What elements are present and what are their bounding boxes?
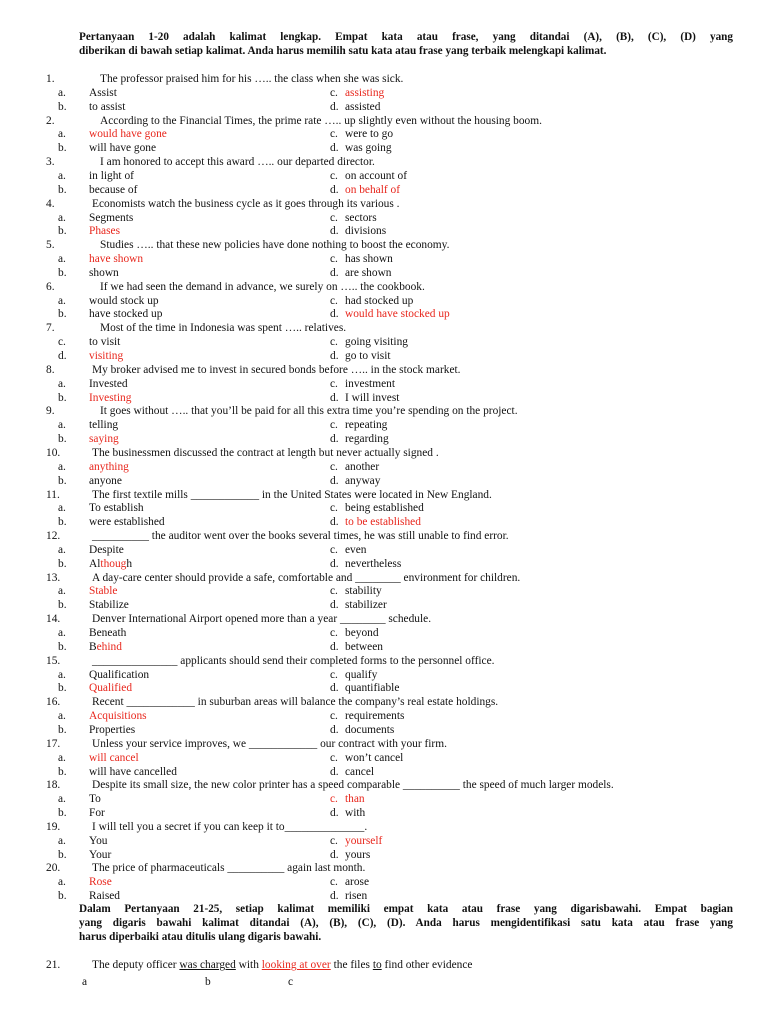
option-letter: b. — [58, 807, 67, 820]
question-number: 15. — [46, 654, 61, 667]
part-tag-c: c — [288, 976, 294, 988]
option-row — [0, 626, 768, 640]
text-part: The deputy officer — [92, 959, 180, 971]
question-number: 16. — [46, 696, 61, 709]
question-9 — [0, 404, 768, 418]
option-letter: b. — [58, 308, 67, 321]
question-21 — [0, 958, 768, 972]
option-row — [0, 335, 768, 349]
option-text-part: Al — [89, 557, 101, 570]
option-letter: d. — [330, 183, 339, 196]
question-13 — [0, 571, 768, 585]
option-row — [0, 792, 768, 806]
question-text: I am honored to accept this award ….. our departed director. — [100, 156, 375, 169]
instruction-line: harus diperbaiki atau ditulis ulang digaris bawahi. — [79, 931, 322, 943]
option-letter: c. — [330, 710, 338, 723]
option-letter: a. — [58, 253, 66, 265]
option-a-text: Stable — [89, 585, 118, 598]
question-number: 5. — [46, 239, 55, 252]
option-b-text: Your — [89, 848, 112, 861]
option-row — [0, 183, 768, 197]
option-letter: b. — [58, 516, 67, 529]
option-a-text: would stock up — [89, 294, 159, 307]
option-b-text: saying — [89, 433, 119, 446]
option-letter: c. — [330, 751, 338, 764]
question-text: Studies ….. that these new policies have done nothing to boost the economy. — [100, 239, 450, 252]
question-number: 9. — [46, 405, 55, 418]
text-part: with — [235, 959, 262, 971]
option-letter: d. — [330, 516, 339, 529]
option-letter: a. — [58, 294, 66, 307]
question-number: 12. — [46, 530, 61, 542]
option-a-text: To — [89, 793, 101, 806]
option-c-text: sectors — [345, 211, 377, 224]
option-letter: a. — [58, 169, 66, 182]
option-a-text: Qualification — [89, 668, 150, 681]
option-row — [0, 349, 768, 363]
option-letter: d. — [330, 350, 339, 362]
question-text: The businessmen discussed the contract at length but never actually signed . — [92, 446, 439, 459]
option-b-text: Properties — [89, 724, 136, 736]
option-row — [0, 709, 768, 723]
option-letter: d. — [330, 848, 339, 861]
option-row — [0, 875, 768, 889]
option-letter: a. — [58, 460, 66, 473]
option-row — [0, 86, 768, 100]
option-letter: b. — [58, 890, 67, 903]
question-number: 14. — [46, 613, 61, 626]
option-letter: d. — [330, 890, 339, 903]
option-letter: c. — [330, 460, 338, 473]
option-row — [0, 391, 768, 405]
question-number: 21. — [46, 959, 61, 971]
option-b-text: will have gone — [89, 142, 157, 155]
option-c-text: assisting — [345, 86, 385, 99]
question-7 — [0, 321, 768, 335]
question-1 — [0, 72, 768, 86]
option-row — [0, 765, 768, 779]
instruction-line: Pertanyaan 1-20 adalah kalimat lengkap. Empat kata atau frase, yang ditandai (A), (B), (C), (D) yang — [79, 31, 733, 43]
question-8 — [0, 363, 768, 377]
option-letter: a. — [58, 128, 66, 141]
question-17 — [0, 737, 768, 751]
question-4 — [0, 197, 768, 211]
option-letter: a. — [58, 793, 66, 806]
option-a-text: would have gone — [89, 128, 167, 141]
option-letter: d. — [330, 433, 339, 446]
option-a-text: Rose — [89, 876, 112, 889]
option-letter: d. — [330, 474, 339, 487]
option-letter: b. — [58, 391, 67, 404]
option-row — [0, 681, 768, 695]
option-d-text: quantifiable — [345, 682, 400, 695]
option-text-part: h — [126, 557, 133, 570]
part-tag-b: b — [205, 976, 211, 988]
option-row — [0, 211, 768, 225]
question-10 — [0, 446, 768, 460]
option-letter: a. — [58, 502, 66, 515]
option-letter: c. — [330, 627, 338, 639]
question-number: 13. — [46, 571, 61, 584]
option-c-text: another — [345, 460, 380, 473]
question-16 — [0, 695, 768, 709]
option-b-text: Investing — [89, 391, 132, 404]
option-a-text: To establish — [89, 502, 144, 515]
option-c-text: won’t cancel — [345, 751, 404, 764]
instruction-line: yang digaris bawahi kalimat ditandai (A), (B), (C), (D). Anda harus mengidentifikasi satu kata atau frase yang — [79, 917, 733, 929]
question-text: Recent ____________ in suburban areas will balance the company’s real estate holdings. — [92, 696, 499, 709]
option-letter: a. — [58, 751, 66, 764]
instruction-line: Dalam Pertanyaan 21-25, setiap kalimat memiliki empat kata atau frase yang digarisbawahi. Empat bagian — [79, 903, 733, 915]
option-d-text: I will invest — [345, 391, 400, 404]
option-row — [0, 224, 768, 238]
option-row — [0, 543, 768, 557]
option-d-text: documents — [345, 724, 395, 736]
option-letter: c. — [330, 253, 338, 265]
option-letter: c. — [330, 585, 338, 598]
option-letter: d. — [330, 807, 339, 820]
question-number: 20. — [46, 862, 61, 875]
option-letter: d. — [330, 308, 339, 321]
option-row — [0, 169, 768, 183]
option-letter: a. — [58, 834, 66, 847]
question-text: I will tell you a secret if you can keep it to______________. — [92, 820, 368, 833]
option-d-text: assisted — [345, 100, 381, 113]
option-a-text: You — [89, 834, 108, 847]
option-d-text: risen — [345, 890, 368, 903]
option-row — [0, 806, 768, 820]
option-letter: b. — [58, 640, 67, 653]
option-c-text: beyond — [345, 627, 379, 639]
option-letter: b. — [58, 433, 67, 446]
option-d-text: would have stocked up — [345, 308, 450, 321]
option-d-text: yours — [345, 848, 371, 861]
question-text: If we had seen the demand in advance, we surely on ….. the cookbook. — [100, 280, 425, 293]
option-d-text: with — [345, 807, 366, 820]
option-d-text: was going — [345, 142, 392, 155]
option-b-text: anyone — [89, 474, 122, 487]
option-letter: d. — [330, 765, 339, 778]
option-row — [0, 668, 768, 682]
option-d-text: on behalf of — [345, 183, 401, 196]
option-row — [0, 889, 768, 903]
option-b-text: were established — [89, 516, 165, 529]
option-letter: d. — [330, 391, 339, 404]
option-d-text: cancel — [345, 765, 375, 778]
question-number: 2. — [46, 114, 55, 127]
question-number: 17. — [46, 737, 61, 750]
option-row — [0, 294, 768, 308]
question-19 — [0, 820, 768, 834]
option-letter: b. — [58, 142, 67, 155]
question-text: Most of the time in Indonesia was spent ….. relatives. — [100, 322, 347, 335]
option-b-text: Phases — [89, 225, 121, 238]
option-a-text: telling — [89, 419, 119, 432]
option-letter: d. — [330, 100, 339, 113]
question-6 — [0, 280, 768, 294]
question-18 — [0, 778, 768, 792]
option-letter: b. — [58, 765, 67, 778]
option-letter: b. — [58, 557, 67, 570]
option-letter: b. — [58, 724, 67, 736]
option-c-text: being established — [345, 502, 424, 515]
option-a-text: anything — [89, 460, 129, 473]
question-number: 11. — [46, 488, 60, 501]
question-text: It goes without ….. that you’ll be paid for all this extra time you’re spending on the project. — [100, 405, 518, 418]
text-part: the files — [330, 959, 373, 971]
option-row — [0, 834, 768, 848]
question-number: 6. — [46, 280, 55, 293]
option-c-text: arose — [345, 876, 370, 889]
option-row — [0, 460, 768, 474]
option-row — [0, 418, 768, 432]
question-20 — [0, 861, 768, 875]
option-row — [0, 640, 768, 654]
option-a-text: Segments — [89, 211, 134, 224]
option-row — [0, 557, 768, 571]
option-d-text: divisions — [345, 225, 387, 238]
option-c-text: stability — [345, 585, 382, 598]
option-text-part: ehind — [96, 640, 122, 653]
option-b-text: For — [89, 807, 105, 820]
option-letter: c. — [330, 211, 338, 224]
option-letter: a. — [58, 710, 66, 723]
option-b-text: Stabilize — [89, 599, 129, 612]
option-letter: b. — [58, 100, 67, 113]
option-a-text: will cancel — [89, 751, 139, 764]
question-text: According to the Financial Times, the prime rate ….. up slightly even without the housing boom. — [100, 114, 542, 127]
question-text: My broker advised me to invest in secured bonds before ….. in the stock market. — [92, 363, 461, 376]
option-a-text: to visit — [89, 336, 121, 349]
option-letter: c. — [330, 128, 338, 141]
option-c-text: investment — [345, 377, 395, 390]
text-part: find other evidence — [381, 959, 473, 971]
option-letter: d. — [330, 557, 339, 570]
question-number: 7. — [46, 322, 55, 335]
option-a-text: have shown — [89, 253, 144, 265]
question-text: Despite its small size, the new color printer has a speed comparable __________ the speed of much larger models. — [92, 779, 614, 792]
option-b-text: to assist — [89, 100, 126, 113]
option-b-text — [89, 640, 122, 654]
underlined-part-c: to — [372, 959, 382, 971]
option-letter: b. — [58, 682, 67, 695]
option-row — [0, 598, 768, 612]
option-d-text: go to visit — [345, 350, 391, 362]
option-letter: c. — [330, 834, 338, 847]
question-text: Economists watch the business cycle as it goes through its various . — [92, 197, 400, 210]
question-text: _______________ applicants should send their completed forms to the personnel office. — [92, 654, 495, 667]
option-d-text: stabilizer — [345, 599, 387, 612]
question-15 — [0, 654, 768, 668]
option-b-text: shown — [89, 266, 119, 279]
question-text: __________ the auditor went over the books several times, he was still unable to find error. — [92, 530, 509, 542]
option-letter: c. — [330, 543, 338, 556]
option-letter: d. — [330, 142, 339, 155]
option-row — [0, 266, 768, 280]
option-row — [0, 848, 768, 862]
option-b-text — [89, 557, 132, 571]
question-text — [92, 958, 472, 972]
option-letter: b. — [58, 599, 67, 612]
option-letter: d. — [330, 599, 339, 612]
option-letter: c. — [330, 668, 338, 681]
option-c-text: even — [345, 543, 367, 556]
option-letter: d. — [330, 225, 339, 238]
option-row — [0, 751, 768, 765]
instructions-part-2 — [79, 902, 733, 944]
option-letter: c. — [330, 419, 338, 432]
option-d-text: to be established — [345, 516, 421, 529]
option-b-text: because of — [89, 183, 138, 196]
option-letter: b. — [58, 225, 67, 238]
question-number: 19. — [46, 820, 61, 833]
option-c-text: requirements — [345, 710, 405, 723]
option-c-text: were to go — [345, 128, 394, 141]
option-text-part: B — [89, 640, 97, 653]
question-number: 1. — [46, 73, 55, 85]
question-14 — [0, 612, 768, 626]
option-row — [0, 141, 768, 155]
option-letter: d. — [58, 350, 67, 362]
option-d-text: between — [345, 640, 383, 653]
option-letter: a. — [58, 377, 66, 390]
question-text: A day-care center should provide a safe, comfortable and ________ environment for children. — [92, 571, 521, 584]
question-number: 3. — [46, 156, 55, 169]
part-tag-a: a — [82, 976, 88, 988]
option-row — [0, 584, 768, 598]
instruction-line: diberikan di bawah setiap kalimat. Anda harus memilih satu kata atau frase yang terbaik melengkapi kalimat. — [79, 45, 607, 57]
option-letter: d. — [330, 724, 339, 736]
question-number: 4. — [46, 197, 55, 210]
option-d-text: nevertheless — [345, 557, 402, 570]
option-letter: b. — [58, 474, 67, 487]
option-letter: a. — [58, 419, 66, 432]
option-row — [0, 501, 768, 515]
option-letter: d. — [330, 682, 339, 695]
option-row — [0, 515, 768, 529]
option-b-text: visiting — [89, 350, 124, 362]
option-letter: a. — [58, 876, 66, 889]
option-b-text: have stocked up — [89, 308, 163, 321]
option-a-text: Assist — [89, 86, 117, 99]
option-row — [0, 307, 768, 321]
option-c-text: on account of — [345, 169, 407, 182]
option-letter: c. — [330, 502, 338, 515]
option-b-text: will have cancelled — [89, 765, 177, 778]
option-row — [0, 474, 768, 488]
question-12 — [0, 529, 768, 543]
option-letter: c. — [330, 169, 338, 182]
option-letter: a. — [58, 627, 66, 639]
option-letter: a. — [58, 585, 66, 598]
option-letter: c. — [330, 86, 338, 99]
instructions-part-1 — [79, 30, 733, 58]
underlined-part-a: was charged — [179, 959, 236, 971]
option-c-text: has shown — [345, 253, 393, 265]
option-c-text: repeating — [345, 419, 388, 432]
question-number: 18. — [46, 779, 61, 792]
question-5 — [0, 238, 768, 252]
option-letter: a. — [58, 543, 66, 556]
option-a-text: Invested — [89, 377, 128, 390]
question-3 — [0, 155, 768, 169]
question-text: The professor praised him for his ….. the class when she was sick. — [100, 73, 404, 85]
option-letter: c. — [58, 336, 66, 349]
option-b-text: Raised — [89, 890, 121, 903]
option-d-text: anyway — [345, 474, 381, 487]
option-row — [0, 723, 768, 737]
question-text: Denver International Airport opened more than a year ________ schedule. — [92, 613, 432, 626]
underlined-part-b: looking at over — [261, 959, 331, 971]
option-text-part: thoug — [100, 557, 127, 570]
option-a-text: Despite — [89, 543, 124, 556]
option-letter: c. — [330, 793, 338, 806]
option-a-text: Acquisitions — [89, 710, 147, 723]
option-c-text: qualify — [345, 668, 378, 681]
question-2 — [0, 114, 768, 128]
option-c-text: yourself — [345, 834, 383, 847]
option-c-text: than — [345, 793, 365, 806]
option-d-text: regarding — [345, 433, 389, 446]
option-letter: b. — [58, 183, 67, 196]
option-letter: b. — [58, 266, 67, 279]
option-c-text: going visiting — [345, 336, 408, 349]
question-number: 10. — [46, 446, 61, 459]
option-letter: d. — [330, 266, 339, 279]
option-a-text: in light of — [89, 169, 134, 182]
option-letter: c. — [330, 876, 338, 889]
option-c-text: had stocked up — [345, 294, 414, 307]
option-row — [0, 100, 768, 114]
option-letter: c. — [330, 336, 338, 349]
option-b-text: Qualified — [89, 682, 133, 695]
option-letter: c. — [330, 377, 338, 390]
question-text: The price of pharmaceuticals __________ again last month. — [92, 862, 366, 875]
option-letter: a. — [58, 86, 66, 99]
option-letter: d. — [330, 640, 339, 653]
option-row — [0, 432, 768, 446]
question-text: Unless your service improves, we ____________ our contract with your firm. — [92, 737, 447, 750]
question-11 — [0, 488, 768, 502]
question-number: 8. — [46, 363, 55, 376]
option-letter: b. — [58, 848, 67, 861]
option-row — [0, 252, 768, 266]
option-letter: a. — [58, 668, 66, 681]
option-letter: a. — [58, 211, 66, 224]
option-a-text: Beneath — [89, 627, 127, 639]
option-row — [0, 377, 768, 391]
option-row — [0, 127, 768, 141]
question-text: The first textile mills ____________ in the United States were located in New England. — [92, 488, 492, 501]
option-d-text: are shown — [345, 266, 392, 279]
option-letter: c. — [330, 294, 338, 307]
